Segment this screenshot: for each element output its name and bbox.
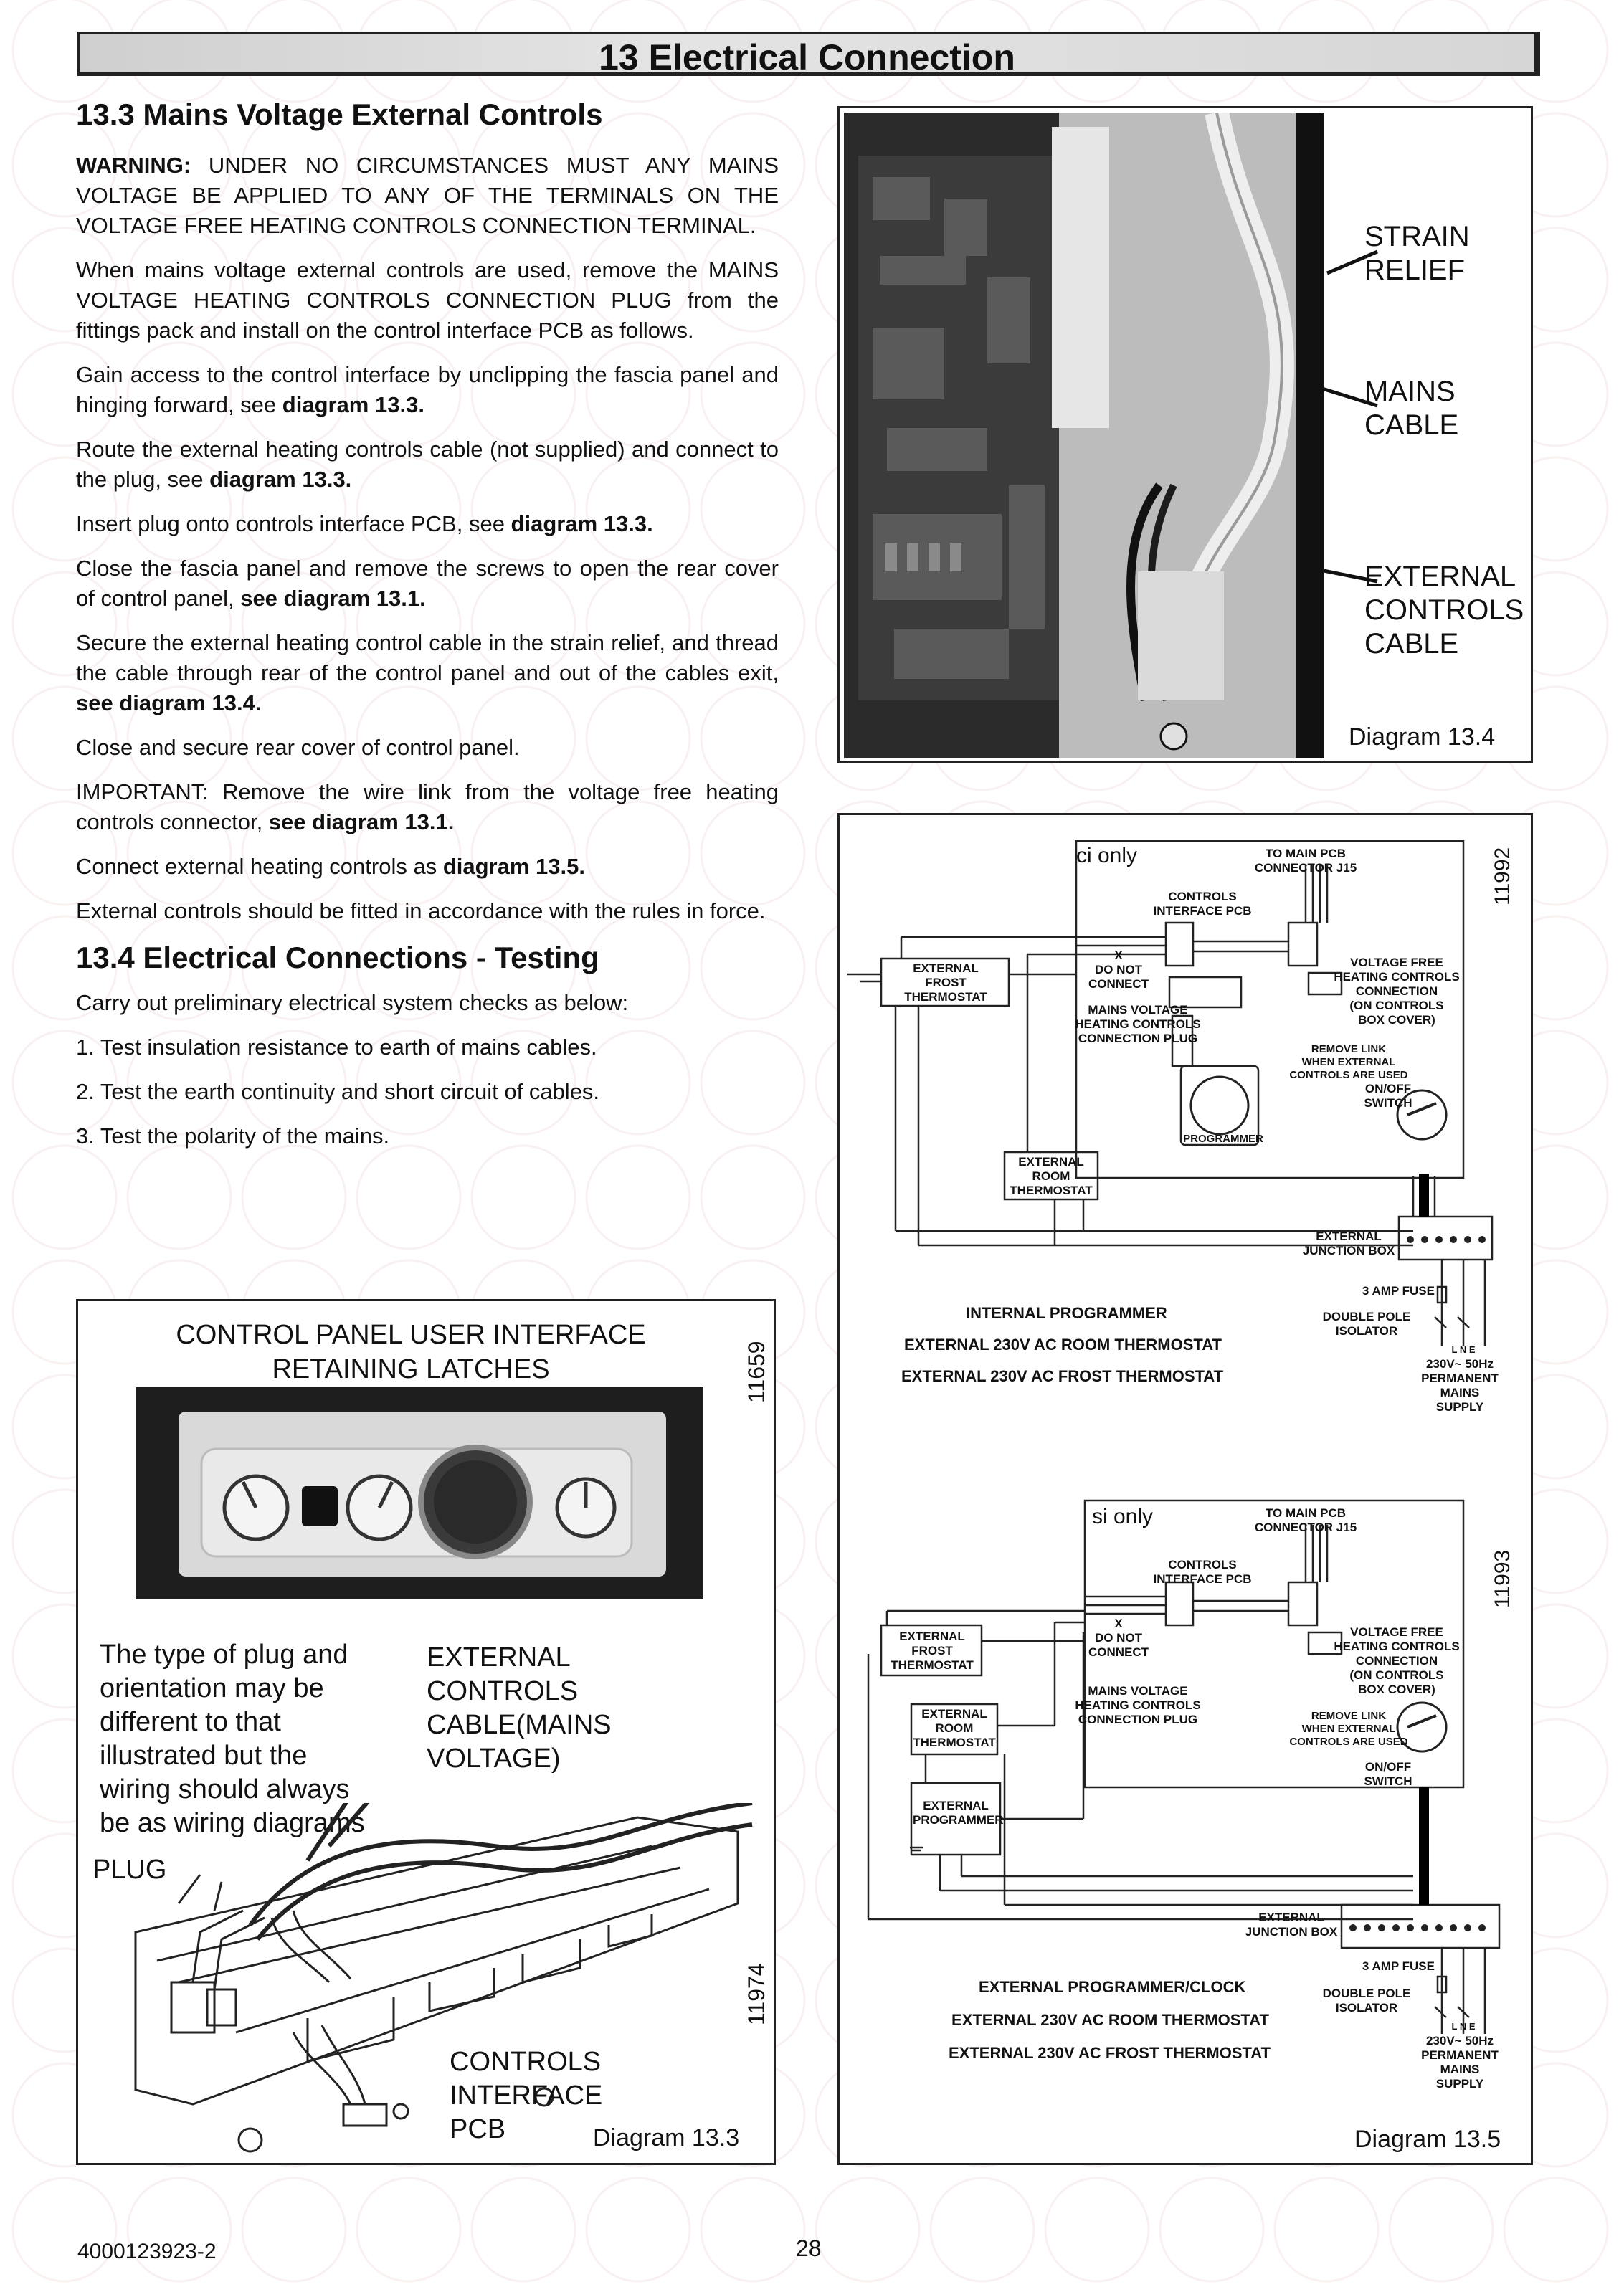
ci-onoff-line: ON/OFF	[1364, 1082, 1412, 1095]
ci-jb-line: JUNCTION BOX	[1302, 1244, 1395, 1257]
paragraph-2	[76, 360, 779, 420]
si-vf-line: CONNECTION	[1355, 1654, 1438, 1668]
si-lne: L N E	[1451, 2021, 1476, 2032]
si-controls-pcb-line: INTERFACE PCB	[1153, 1572, 1252, 1586]
p5-text: Close the fascia panel and remove the screws to open the rear cover of control panel,	[76, 556, 779, 611]
p5-ref: see diagram 13.1.	[240, 586, 426, 611]
p3-text: Route the external heating controls cable (not supplied) and connect to the plug, see	[76, 437, 779, 492]
watermark-circle	[587, 2178, 690, 2281]
page-title: 13 Electrical Connection	[599, 37, 1015, 77]
watermark-circle	[1275, 2178, 1378, 2281]
paragraph-4	[76, 509, 779, 539]
si-dnc-line: CONNECT	[1088, 1645, 1149, 1659]
control-panel-photo	[844, 113, 1324, 758]
d133-pcb-label	[450, 2045, 602, 2146]
ci-lne: L N E	[1451, 1344, 1476, 1355]
watermark-circle	[357, 2178, 460, 2281]
p6-text: Secure the external heating control cable in the strain relief, and thread the cable through rear of the control panel and out of the cables exit,	[76, 630, 779, 685]
si-supply-line: PERMANENT	[1421, 2048, 1499, 2062]
ci-voltage-free	[1329, 956, 1465, 1027]
si-external-programmer	[913, 1799, 1004, 1827]
p6-ref: see diagram 13.4.	[76, 690, 262, 715]
watermark-circle	[13, 2178, 116, 2281]
page-number: 28	[796, 2235, 822, 2261]
ci-caption-1: INTERNAL PROGRAMMER	[966, 1304, 1167, 1322]
ci-vf-line: CONNECTION	[1355, 984, 1438, 998]
paragraph-6	[76, 628, 779, 718]
mains-cable-line: MAINS	[1364, 376, 1456, 407]
paragraph-1: When mains voltage external controls are used, remove the MAINS VOLTAGE HEATING CONTROLS CONNECTION PLUG from the fittings pack and install on the control interface PCB as follows.	[76, 257, 779, 343]
si-supply-line: MAINS	[1440, 2063, 1480, 2076]
si-prog-line: EXTERNAL	[923, 1799, 989, 1812]
ci-to-main-pcb	[1241, 847, 1370, 875]
ext-controls-line: CONTROLS	[1364, 594, 1524, 626]
ci-supply-line: 230V~ 50Hz	[1425, 1357, 1494, 1371]
pcb-line: INTERFACE	[450, 2081, 603, 2111]
ci-vf-line: VOLTAGE FREE	[1350, 956, 1443, 969]
fascia-photo	[136, 1387, 703, 1599]
document-number: 4000123923-2	[77, 2240, 217, 2263]
si-room-line: EXTERNAL	[921, 1707, 987, 1721]
p8-ref: see diagram 13.1.	[268, 809, 455, 834]
ci-mp-line: MAINS VOLTAGE	[1088, 1003, 1188, 1017]
si-caption-2: EXTERNAL 230V AC ROOM THERMOSTAT	[951, 2011, 1269, 2029]
si-caption-3: EXTERNAL 230V AC FROST THERMOSTAT	[949, 2044, 1271, 2062]
ci-dnc-line: X	[1114, 948, 1123, 962]
si-supply-line: 230V~ 50Hz	[1425, 2034, 1494, 2048]
ci-supply-line: MAINS	[1440, 1386, 1480, 1399]
ci-room-thermostat	[1006, 1155, 1096, 1198]
si-jb-line: EXTERNAL	[1258, 1911, 1324, 1924]
d133-title-line-2: RETAINING LATCHES	[272, 1354, 550, 1384]
si-iso-line: DOUBLE POLE	[1322, 1987, 1411, 2000]
cable-line: EXTERNAL	[427, 1642, 571, 1673]
ci-mp-line: HEATING CONTROLS	[1075, 1017, 1201, 1031]
d133-ref-top: 11659	[744, 1341, 769, 1403]
p9-ref: diagram 13.5.	[442, 854, 585, 879]
si-onoff-line: SWITCH	[1364, 1774, 1412, 1788]
note-line: illustrated but the	[100, 1741, 308, 1771]
note-line: The type of plug and	[100, 1640, 348, 1670]
ci-frost-line: EXTERNAL	[913, 961, 979, 975]
ci-dnc-line: DO NOT	[1094, 963, 1143, 976]
ci-iso-line: DOUBLE POLE	[1322, 1310, 1411, 1323]
si-vf-line: VOLTAGE FREE	[1350, 1625, 1443, 1639]
si-dnc-line: DO NOT	[1094, 1631, 1143, 1645]
ci-frost-line: THERMOSTAT	[904, 990, 987, 1004]
paragraph-5	[76, 553, 779, 614]
warning-paragraph	[76, 151, 779, 241]
p9-text: Connect external heating controls as	[76, 854, 443, 879]
si-dnc-line: X	[1114, 1617, 1123, 1630]
d133-ref-bottom: 11974	[744, 1963, 769, 2025]
pcb-line: CONTROLS	[450, 2047, 602, 2077]
ext-controls-line: CABLE	[1364, 628, 1459, 660]
d133-cable-label	[427, 1641, 612, 1776]
diagram-13-3	[76, 1299, 776, 2165]
paragraph-7: Close and secure rear cover of control panel.	[76, 735, 520, 760]
paragraph-10: External controls should be fitted in accordance with the rules in force.	[76, 898, 766, 923]
ci-fuse: 3 AMP FUSE	[1362, 1284, 1435, 1298]
diagram-13-4	[837, 106, 1533, 763]
si-vf-line: (ON CONTROLS	[1349, 1668, 1444, 1682]
si-junction-box	[1241, 1911, 1342, 1939]
ci-to-main-pcb-line: TO MAIN PCB	[1265, 847, 1347, 860]
ci-isolator	[1306, 1310, 1428, 1338]
section-header-bar	[77, 32, 1540, 76]
testing-item-2: 2. Test the earth continuity and short circuit of cables.	[76, 1079, 600, 1104]
ci-frost-line: FROST	[925, 976, 967, 989]
si-prog-line: PROGRAMMER	[913, 1813, 1004, 1827]
ci-caption-2: EXTERNAL 230V AC ROOM THERMOSTAT	[904, 1336, 1222, 1354]
si-controls-pcb	[1145, 1558, 1260, 1587]
testing-item-1: 1. Test insulation resistance to earth of mains cables.	[76, 1035, 597, 1060]
si-rl-line: WHEN EXTERNAL	[1301, 1723, 1396, 1735]
d135-caption: Diagram 13.5	[1354, 2126, 1501, 2153]
si-room-line: ROOM	[935, 1721, 974, 1735]
fascia-illustration	[136, 1387, 703, 1599]
testing-item-3: 3. Test the polarity of the mains.	[76, 1123, 390, 1149]
si-onoff-switch	[1349, 1760, 1428, 1789]
section-13-3-heading: 13.3 Mains Voltage External Controls	[76, 98, 603, 131]
si-to-main-pcb	[1241, 1506, 1370, 1535]
si-frost-line: FROST	[911, 1644, 953, 1658]
ci-supply-line: SUPPLY	[1435, 1400, 1484, 1414]
watermark-circle	[816, 2178, 919, 2281]
si-vf-line: BOX COVER)	[1358, 1683, 1435, 1696]
pcb-line-drawing	[92, 1803, 759, 2162]
note-line: different to that	[100, 1707, 281, 1737]
si-do-not-connect	[1079, 1617, 1158, 1660]
mains-cable-line: CABLE	[1364, 409, 1459, 441]
si-jb-line: JUNCTION BOX	[1245, 1925, 1338, 1939]
watermark-circle	[128, 2178, 231, 2281]
left-text-column	[76, 98, 779, 1166]
ci-jb-line: EXTERNAL	[1316, 1230, 1382, 1243]
si-iso-line: ISOLATOR	[1335, 2001, 1398, 2015]
d133-plug-label: PLUG	[92, 1855, 167, 1885]
ci-rl-line: REMOVE LINK	[1311, 1043, 1387, 1055]
si-to-main-pcb-line: TO MAIN PCB	[1265, 1506, 1347, 1520]
si-controls-pcb-line: CONTROLS	[1168, 1558, 1237, 1571]
warning-lead: WARNING:	[76, 153, 191, 178]
ci-do-not-connect	[1079, 948, 1158, 992]
note-line: wiring should always	[100, 1774, 350, 1804]
note-line: be as wiring diagrams	[100, 1808, 365, 1838]
si-caption-1: EXTERNAL PROGRAMMER/CLOCK	[979, 1978, 1246, 1996]
cable-line: VOLTAGE)	[427, 1744, 561, 1774]
watermark-circle	[1045, 2178, 1149, 2281]
cable-line: CABLE(MAINS	[427, 1710, 612, 1740]
mains-cable-label	[1364, 375, 1458, 442]
si-supply	[1413, 2034, 1506, 2091]
external-controls-cable-label	[1364, 560, 1524, 661]
ci-room-line: THERMOSTAT	[1010, 1184, 1093, 1197]
si-isolator	[1306, 1987, 1428, 2015]
ci-iso-line: ISOLATOR	[1335, 1324, 1398, 1338]
d133-title-line-1: CONTROL PANEL USER INTERFACE	[176, 1320, 646, 1350]
ci-rl-line: WHEN EXTERNAL	[1301, 1056, 1396, 1068]
cable-line: CONTROLS	[427, 1676, 579, 1706]
ci-mains-plug	[1073, 1003, 1202, 1046]
warning-text: UNDER NO CIRCUMSTANCES MUST ANY MAINS VOLTAGE BE APPLIED TO ANY OF THE TERMINALS ON THE VOLTAGE FREE HEATING CONTROLS CONNECTION TERMINAL.	[76, 153, 779, 238]
p4-text: Insert plug onto controls interface PCB, see	[76, 511, 511, 536]
watermark-circle	[242, 2178, 346, 2281]
strain-relief-line: STRAIN	[1364, 221, 1470, 252]
ci-rl-line: CONTROLS ARE USED	[1289, 1069, 1408, 1081]
si-fuse: 3 AMP FUSE	[1362, 1959, 1435, 1973]
si-rl-line: CONTROLS ARE USED	[1289, 1736, 1408, 1748]
p2-ref: diagram 13.3.	[282, 392, 424, 417]
ci-onoff-switch	[1349, 1082, 1428, 1111]
si-ref: 11993	[1491, 1549, 1514, 1608]
ci-supply	[1413, 1357, 1506, 1414]
ci-to-main-pcb-line: CONNECTOR J15	[1254, 861, 1357, 875]
si-frost-thermostat	[883, 1630, 982, 1673]
ci-remove-link	[1270, 1043, 1428, 1082]
strain-relief-line: RELIEF	[1364, 255, 1466, 286]
ext-controls-line: EXTERNAL	[1364, 561, 1516, 592]
ci-supply-line: PERMANENT	[1421, 1371, 1499, 1385]
si-room-line: THERMOSTAT	[913, 1736, 996, 1749]
watermark-circle	[472, 2178, 575, 2281]
note-line: orientation may be	[100, 1673, 324, 1703]
ci-room-line: ROOM	[1032, 1169, 1070, 1183]
watermark-circle	[1390, 2178, 1493, 2281]
watermark-circle	[1160, 2178, 1263, 2281]
si-mp-line: CONNECTION PLUG	[1078, 1713, 1198, 1726]
ci-vf-line: BOX COVER)	[1358, 1013, 1435, 1027]
paragraph-9	[76, 852, 779, 882]
ci-caption-3: EXTERNAL 230V AC FROST THERMOSTAT	[901, 1367, 1224, 1385]
strain-relief-label	[1364, 220, 1470, 287]
diagram-13-5	[837, 813, 1533, 2165]
ci-controls-pcb-line: CONTROLS	[1168, 890, 1237, 903]
paragraph-3	[76, 434, 779, 495]
control-panel-photo-illustration	[844, 113, 1324, 758]
ci-controls-pcb-line: INTERFACE PCB	[1153, 904, 1252, 918]
ci-dnc-line: CONNECT	[1088, 977, 1149, 991]
ci-onoff-line: SWITCH	[1364, 1096, 1412, 1110]
section-13-4-heading: 13.4 Electrical Connections - Testing	[76, 941, 599, 974]
p8-text: IMPORTANT: Remove the wire link from the voltage free heating controls connector,	[76, 779, 779, 834]
p4-ref: diagram 13.3.	[511, 511, 653, 536]
p2-text: Gain access to the control interface by unclipping the fascia panel and hinging forward, see	[76, 362, 779, 417]
si-frost-line: THERMOSTAT	[891, 1658, 974, 1672]
watermark-circle	[701, 2178, 804, 2281]
ci-frost-thermostat	[883, 961, 1009, 1004]
si-mode-label: si only	[1092, 1505, 1154, 1528]
si-onoff-line: ON/OFF	[1364, 1760, 1412, 1774]
si-room-thermostat	[913, 1707, 996, 1750]
si-rl-line: REMOVE LINK	[1311, 1710, 1387, 1722]
si-voltage-free	[1329, 1625, 1465, 1697]
ci-ref: 11992	[1491, 847, 1514, 905]
testing-intro: Carry out preliminary electrical system checks as below:	[76, 990, 629, 1015]
d133-caption: Diagram 13.3	[593, 2124, 740, 2151]
si-frost-line: EXTERNAL	[899, 1630, 965, 1643]
si-vf-line: HEATING CONTROLS	[1334, 1640, 1460, 1653]
si-remove-link	[1270, 1710, 1428, 1749]
watermark-circle	[931, 2178, 1034, 2281]
si-mp-line: MAINS VOLTAGE	[1088, 1684, 1188, 1698]
ci-programmer: PROGRAMMER	[1183, 1133, 1263, 1145]
p3-ref: diagram 13.3.	[209, 467, 352, 492]
ci-vf-line: (ON CONTROLS	[1349, 999, 1444, 1012]
si-mains-plug	[1073, 1684, 1202, 1727]
ci-controls-pcb	[1145, 890, 1260, 918]
d134-caption: Diagram 13.4	[1349, 723, 1496, 751]
ci-junction-box	[1298, 1230, 1399, 1258]
ci-mp-line: CONNECTION PLUG	[1078, 1032, 1198, 1045]
ci-vf-line: HEATING CONTROLS	[1334, 970, 1460, 984]
pcb-line: PCB	[450, 2114, 506, 2144]
watermark-circle	[1504, 2178, 1608, 2281]
ci-mode-label: ci only	[1076, 844, 1138, 867]
si-to-main-pcb-line: CONNECTOR J15	[1254, 1521, 1357, 1534]
si-supply-line: SUPPLY	[1435, 2077, 1484, 2091]
si-mp-line: HEATING CONTROLS	[1075, 1698, 1201, 1712]
paragraph-8	[76, 777, 779, 837]
ci-room-line: EXTERNAL	[1018, 1155, 1084, 1169]
